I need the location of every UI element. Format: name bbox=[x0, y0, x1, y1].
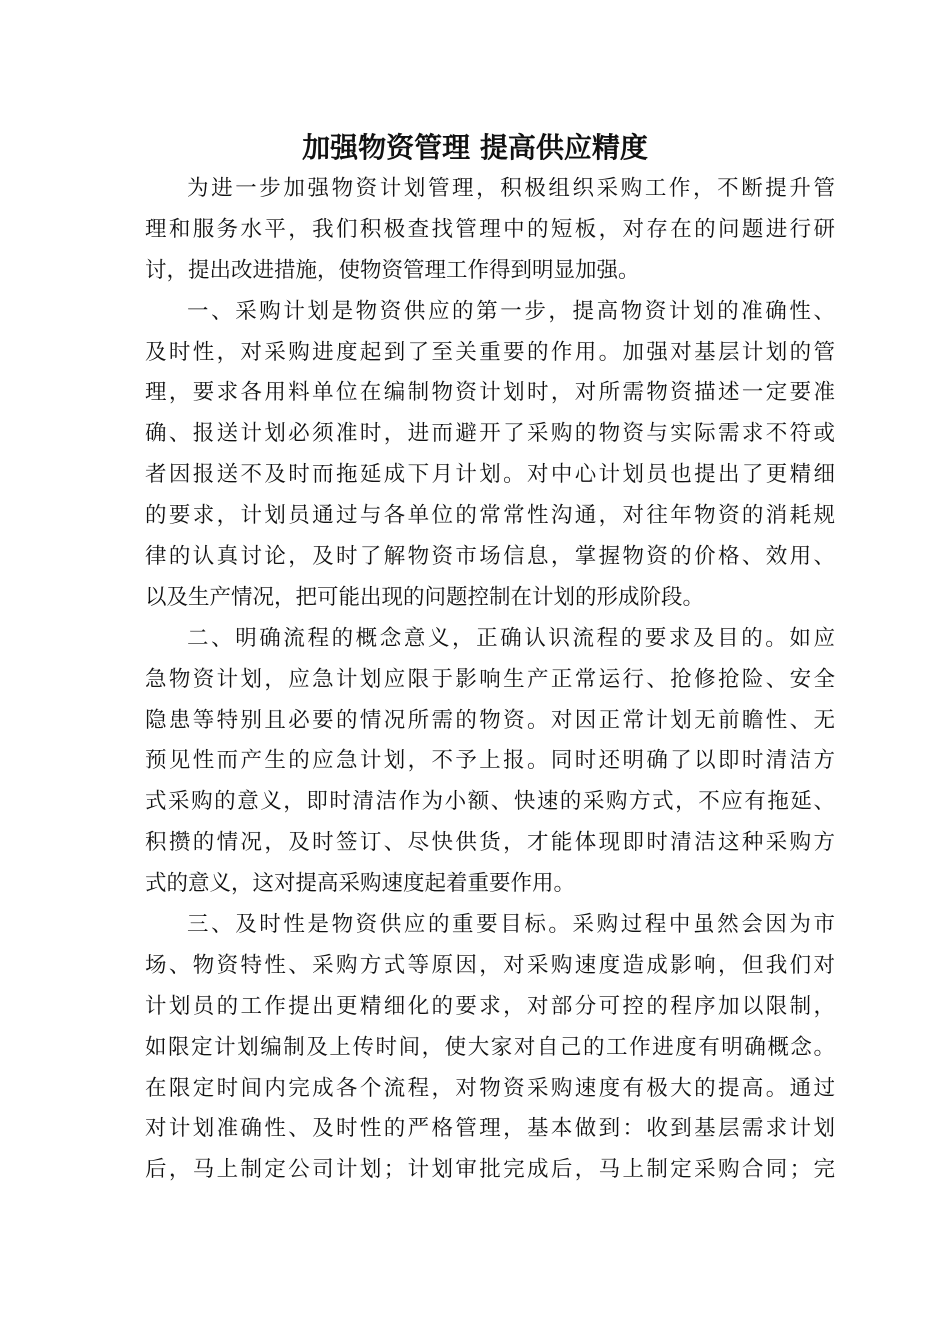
paragraph-line: 如限定计划编制及上传时间，使大家对自己的工作进度有明确概念。 bbox=[145, 1034, 835, 1060]
paragraph-line: 场、物资特性、采购方式等原因，对采购速度造成影响，但我们对 bbox=[145, 952, 835, 978]
paragraph-line: 者因报送不及时而拖延成下月计划。对中心计划员也提出了更精细 bbox=[145, 462, 835, 488]
paragraph-line: 以及生产情况，把可能出现的问题控制在计划的形成阶段。 bbox=[145, 584, 705, 610]
paragraph-line: 后，马上制定公司计划；计划审批完成后，马上制定采购合同；完 bbox=[145, 1157, 835, 1183]
paragraph-line: 预见性而产生的应急计划，不予上报。同时还明确了以即时清洁方 bbox=[145, 748, 835, 774]
paragraph-line: 确、报送计划必须准时，进而避开了采购的物资与实际需求不符或 bbox=[145, 421, 835, 447]
document-body bbox=[145, 169, 835, 1191]
paragraph-line: 三、及时性是物资供应的重要目标。采购过程中虽然会因为市 bbox=[187, 912, 835, 938]
paragraph-line: 对计划准确性、及时性的严格管理，基本做到：收到基层需求计划 bbox=[145, 1116, 835, 1142]
paragraph-line: 隐患等特别且必要的情况所需的物资。对因正常计划无前瞻性、无 bbox=[145, 707, 835, 733]
paragraph-line: 及时性，对采购进度起到了至关重要的作用。加强对基层计划的管 bbox=[145, 339, 835, 365]
paragraph-line: 讨，提出改进措施，使物资管理工作得到明显加强。 bbox=[145, 257, 640, 283]
document-title: 加强物资管理 提高供应精度 bbox=[302, 131, 648, 164]
paragraph-line: 律的认真讨论，及时了解物资市场信息，掌握物资的价格、效用、 bbox=[145, 544, 835, 570]
paragraph-line: 积攒的情况，及时签订、尽快供货，才能体现即时清洁这种采购方 bbox=[145, 830, 835, 856]
paragraph-line: 式的意义，这对提高采购速度起着重要作用。 bbox=[145, 871, 576, 897]
paragraph-line: 一、采购计划是物资供应的第一步，提高物资计划的准确性、 bbox=[187, 298, 835, 324]
paragraph-line: 急物资计划，应急计划应限于影响生产正常运行、抢修抢险、安全 bbox=[145, 666, 835, 692]
paragraph-line: 式采购的意义，即时清洁作为小额、快速的采购方式，不应有拖延、 bbox=[145, 789, 835, 815]
paragraph-line: 在限定时间内完成各个流程，对物资采购速度有极大的提高。通过 bbox=[145, 1075, 835, 1101]
paragraph-line: 理，要求各用料单位在编制物资计划时，对所需物资描述一定要准 bbox=[145, 380, 835, 406]
paragraph-line: 理和服务水平，我们积极查找管理中的短板，对存在的问题进行研 bbox=[145, 216, 835, 242]
paragraph-line: 为进一步加强物资计划管理，积极组织采购工作，不断提升管 bbox=[187, 176, 835, 201]
paragraph-line: 的要求，计划员通过与各单位的常常性沟通，对往年物资的消耗规 bbox=[145, 503, 835, 529]
paragraph-line: 二、明确流程的概念意义，正确认识流程的要求及目的。如应 bbox=[187, 625, 835, 651]
paragraph-line: 计划员的工作提出更精细化的要求，对部分可控的程序加以限制， bbox=[145, 993, 835, 1019]
